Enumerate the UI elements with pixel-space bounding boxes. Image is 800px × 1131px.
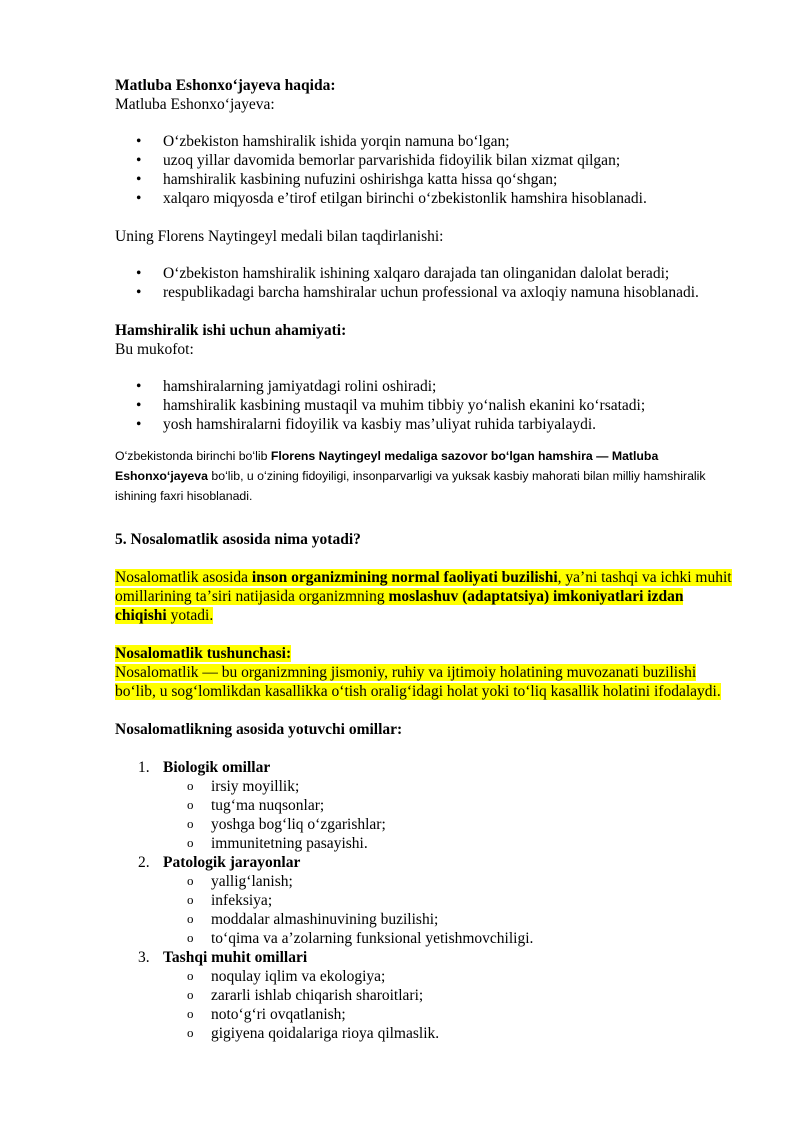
importance-intro: Bu mukofot: [115,341,194,358]
factor-sublist [163,967,735,1043]
summary-text: boʻlib, u oʻzining fidoyiligi, insonparvarligi va yuksak kasbiy mahorati bilan milliy hamshiralik ishining faxri hisoblanadi. [115,469,706,503]
list-item: • hamshiralarning jamiyatdagi rolini oshiradi; [115,377,735,396]
highlighted-text: , yaʼni tashqi va ichki muhit omillarining taʼsiri natijasida organizmning [115,569,732,605]
sub-item: o noqulay iqlim va ekologiya; [115,967,735,986]
sub-item: o toʻqima va aʼzolarning funksional yetishmovchiligi. [115,929,735,948]
medal-intro: Uning Florens Naytingeyl medali bilan taqdirlanishi: [115,228,444,245]
list-item: • hamshiralik kasbining mustaqil va muhim tibbiy yoʻnalish ekanini koʻrsatadi; [115,396,735,415]
highlighted-bold-text: Nosalomatlik tushunchasi: [115,645,292,662]
list-item: • hamshiralik kasbining nufuzini oshirishga katta hissa qoʻshgan; [115,170,735,189]
list-item: • respublikadagi barcha hamshiralar uchun professional va axloqiy namuna hisoblanadi. [115,283,735,302]
list-item: • uzoq yillar davomida bemorlar parvarishida fidoyilik bilan xizmat qilgan; [115,151,735,170]
highlighted-bold-text: inson organizmining normal faoliyati buzilishi [251,569,558,586]
sub-item: o irsiy moyillik; [115,777,735,796]
subtitle: Matluba Eshonxoʻjayeva: [115,96,275,113]
section-title: Matluba Eshonxoʻjayeva haqida: [115,77,336,94]
sub-item: o yoshga bogʻliq oʻzgarishlar; [115,815,735,834]
sub-item: o notoʻgʻri ovqatlanish; [115,1005,735,1024]
sub-item: o immunitetning pasayishi. [115,834,735,853]
factor-number: 1. [138,759,150,776]
factor-name: Biologik omillar [163,759,271,776]
highlighted-bold-text: moslashuv (adaptatsiya) imkoniyatlari izdan chiqishi [115,588,684,624]
sub-item: o tugʻma nuqsonlar; [115,796,735,815]
sub-item: o zararli ishlab chiqarish sharoitlari; [115,986,735,1005]
summary-paragraph [115,446,735,506]
summary-bold-text: Florens Naytingeyl medaliga sazovor boʻlgan hamshira — Matluba Eshonxoʻjayeva [115,449,659,483]
concept-paragraph [115,663,735,701]
factor-name: Patologik jarayonlar [163,854,301,871]
sub-item: o gigiyena qoidalariga rioya qilmaslik. [115,1024,735,1043]
list-item: • xalqaro miqyosda eʼtirof etilgan birinchi oʻzbekistonlik hamshira hisoblanadi. [115,189,735,208]
highlighted-text: Nosalomatlik asosida [115,569,252,586]
factor-item [115,758,735,853]
importance-title: Hamshiralik ishi uchun ahamiyati: [115,322,347,339]
factor-name: Tashqi muhit omillari [163,949,308,966]
achievements-list [115,132,735,208]
factor-number: 2. [138,854,150,871]
concept-title [115,644,735,663]
highlighted-text: Nosalomatlik — bu organizmning jismoniy, ruhiy va ijtimoiy holatining muvozanati buzilishi boʻlib, u sogʻlomlikdan kasallikka oʻtish oraligʻidagi holat yoki toʻliq kasallik holatini ifodalaydi. [115,664,721,700]
factor-number: 3. [138,949,150,966]
importance-list [115,377,735,434]
sub-item: o moddalar almashinuvining buzilishi; [115,910,735,929]
factor-sublist [163,872,735,948]
definition-paragraph [115,568,735,625]
list-item: • Oʻzbekiston hamshiralik ishida yorqin namuna boʻlgan; [115,132,735,151]
factor-sublist [163,777,735,853]
sub-item: o infeksiya; [115,891,735,910]
sub-item: o yalligʻlanish; [115,872,735,891]
factor-item [115,853,735,948]
highlighted-text: yotadi. [166,607,214,624]
document-page [115,76,735,1043]
factor-item [115,948,735,1043]
list-item: • Oʻzbekiston hamshiralik ishining xalqaro darajada tan olinganidan dalolat beradi; [115,264,735,283]
list-item: • yosh hamshiralarni fidoyilik va kasbiy masʼuliyat ruhida tarbiyalaydi. [115,415,735,434]
factors-title: Nosalomatlikning asosida yotuvchi omillar: [115,721,403,738]
factors-list [115,758,735,1043]
question-heading: 5. Nosalomatlik asosida nima yotadi? [115,531,361,548]
summary-text: Oʻzbekistonda birinchi boʻlib [115,449,271,463]
medal-list [115,264,735,302]
